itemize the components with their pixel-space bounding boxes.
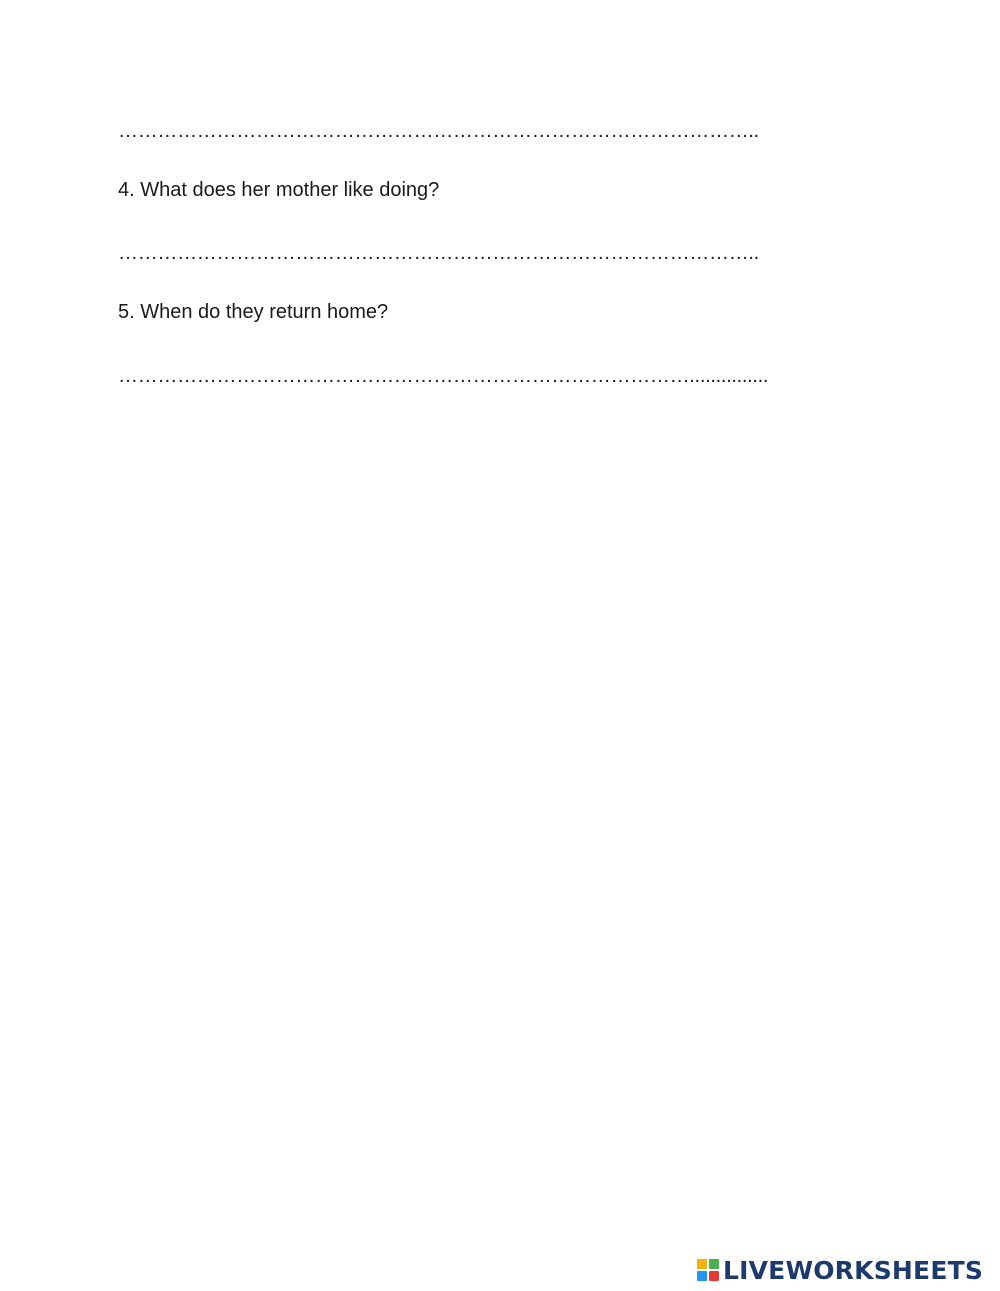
answer-line-3[interactable]: …………………………………………………………………………………….. [118, 120, 759, 142]
question-4: 4. What does her mother like doing? [118, 179, 440, 201]
answer-line-4[interactable]: …………………………………………………………………………………….. [118, 242, 759, 264]
question-5: 5. When do they return home? [118, 301, 389, 323]
logo-square-red [709, 1271, 719, 1281]
logo-square-green [709, 1259, 719, 1269]
logo-square-blue [697, 1271, 707, 1281]
logo-square-yellow [697, 1259, 707, 1269]
liveworksheets-logo-icon [697, 1259, 719, 1281]
answer-line-5[interactable]: ……………………………………………………………………………............... [118, 365, 769, 387]
liveworksheets-logo [697, 1256, 983, 1284]
logo-text: LIVEWORKSHEETS [723, 1255, 984, 1285]
